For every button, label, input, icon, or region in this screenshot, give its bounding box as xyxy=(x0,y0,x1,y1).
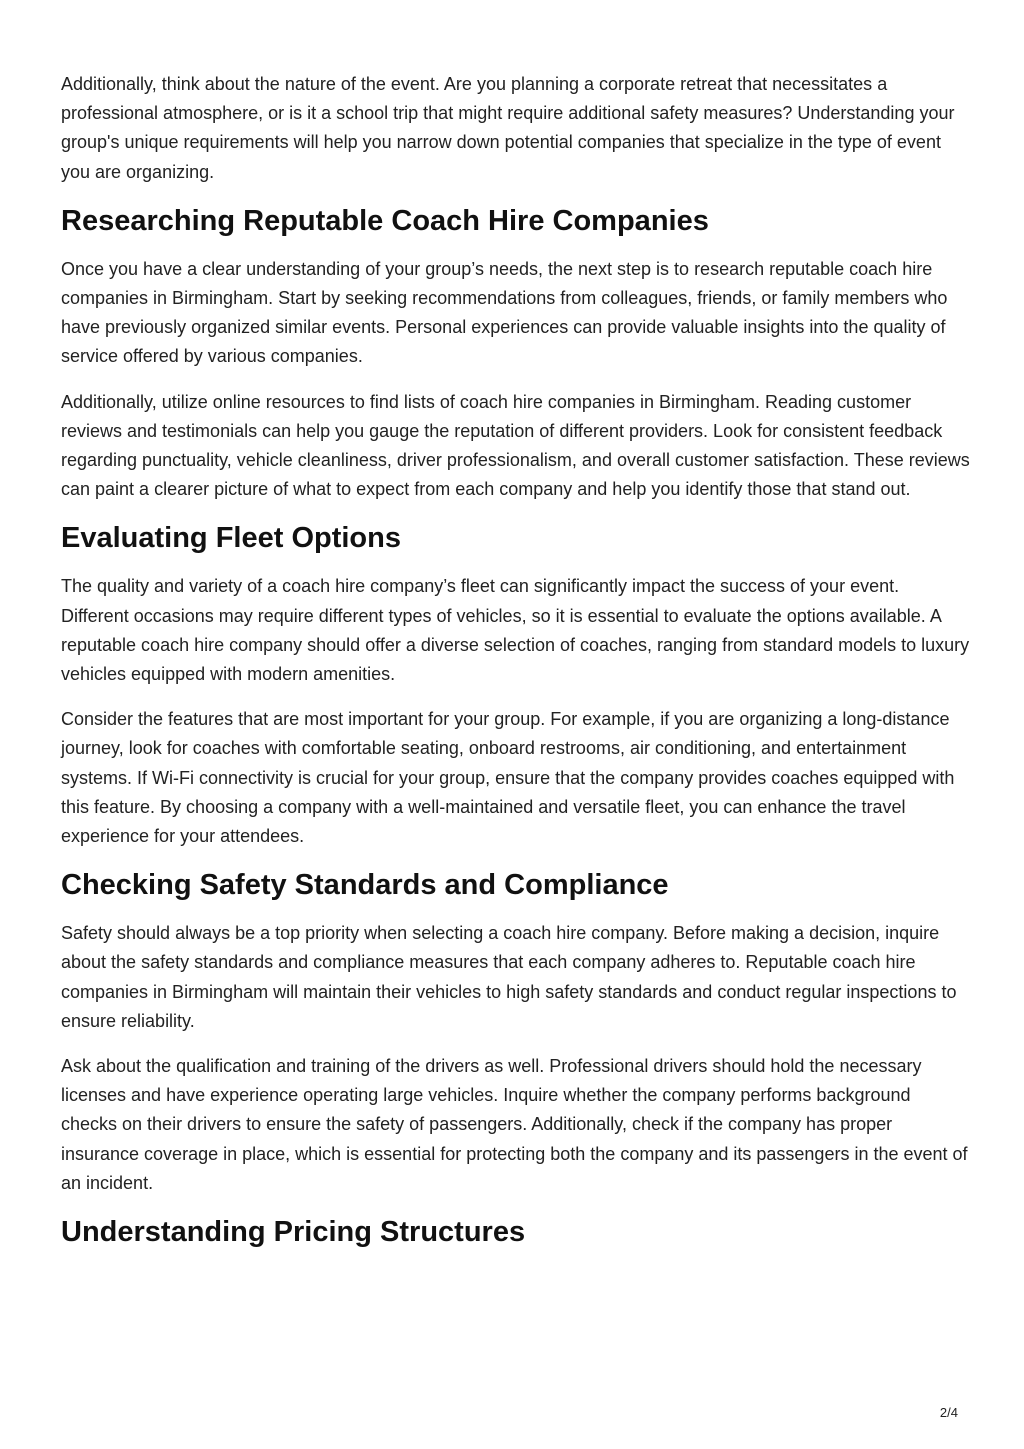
heading-pricing-structures: Understanding Pricing Structures xyxy=(61,1216,526,1249)
paragraph-fleet-quality: The quality and variety of a coach hire company’s fleet can significantly impact the success of your event. Different occasions may require different types of vehicles, so it is essential to evaluate the options available. A reputable coach hire company should offer a diverse selection of coaches, ranging from standard models to luxury vehicles equipped with modern amenities. xyxy=(61,576,970,685)
document-body xyxy=(61,70,971,1266)
heading-safety-standards: Checking Safety Standards and Compliance xyxy=(61,869,669,902)
paragraph-driver-qualification: Ask about the qualification and training of the drivers as well. Professional drivers should hold the necessary licenses and have experience operating large vehicles. Inquire whether the company performs background checks on their drivers to ensure the safety of passengers. Additionally, check if the company has proper insurance coverage in place, which is essential for protecting both the company and its passengers in the event of an incident. xyxy=(61,1056,968,1193)
paragraph-safety-priority: Safety should always be a top priority when selecting a coach hire company. Before making a decision, inquire about the safety standards and compliance measures that each company adheres to. Reputable coach hire companies in Birmingham will maintain their vehicles to high safety standards and conduct regular inspections to ensure reliability. xyxy=(61,923,957,1031)
paragraph-online-resources: Additionally, utilize online resources to find lists of coach hire companies in Birmingham. Reading customer reviews and testimonials can help you gauge the reputation of different providers. Look for consistent feedback regarding punctuality, vehicle cleanliness, driver professionalism, and overall customer satisfaction. These reviews can paint a clearer picture of what to expect from each company and help you identify those that stand out. xyxy=(61,391,970,500)
heading-researching-companies: Researching Reputable Coach Hire Companies xyxy=(61,204,709,237)
paragraph-research-recommendations: Once you have a clear understanding of your group’s needs, the next step is to research reputable coach hire companies in Birmingham. Start by seeking recommendations from colleagues, friends, or family members who have previously organized similar events. Personal experiences can provide valuable insights into the quality of service offered by various companies. xyxy=(61,258,948,367)
paragraph-fleet-features: Consider the features that are most important for your group. For example, if you are organizing a long-distance journey, look for coaches with comfortable seating, onboard restrooms, air conditioning, and entertainment systems. If Wi-Fi connectivity is crucial for your group, ensure that the company provides coaches equipped with this feature. By choosing a company with a well-maintained and versatile fleet, you can enhance the travel experience for your attendees. xyxy=(61,709,955,847)
page-number: 2/4 xyxy=(939,1405,958,1420)
paragraph-event-nature: Additionally, think about the nature of the event. Are you planning a corporate retreat that necessitates a professional atmosphere, or is it a school trip that might require additional safety measures? Understanding your group's unique requirements will help you narrow down potential companies that specialize in the type of event you are organizing. xyxy=(61,74,955,182)
heading-fleet-options: Evaluating Fleet Options xyxy=(61,522,401,555)
